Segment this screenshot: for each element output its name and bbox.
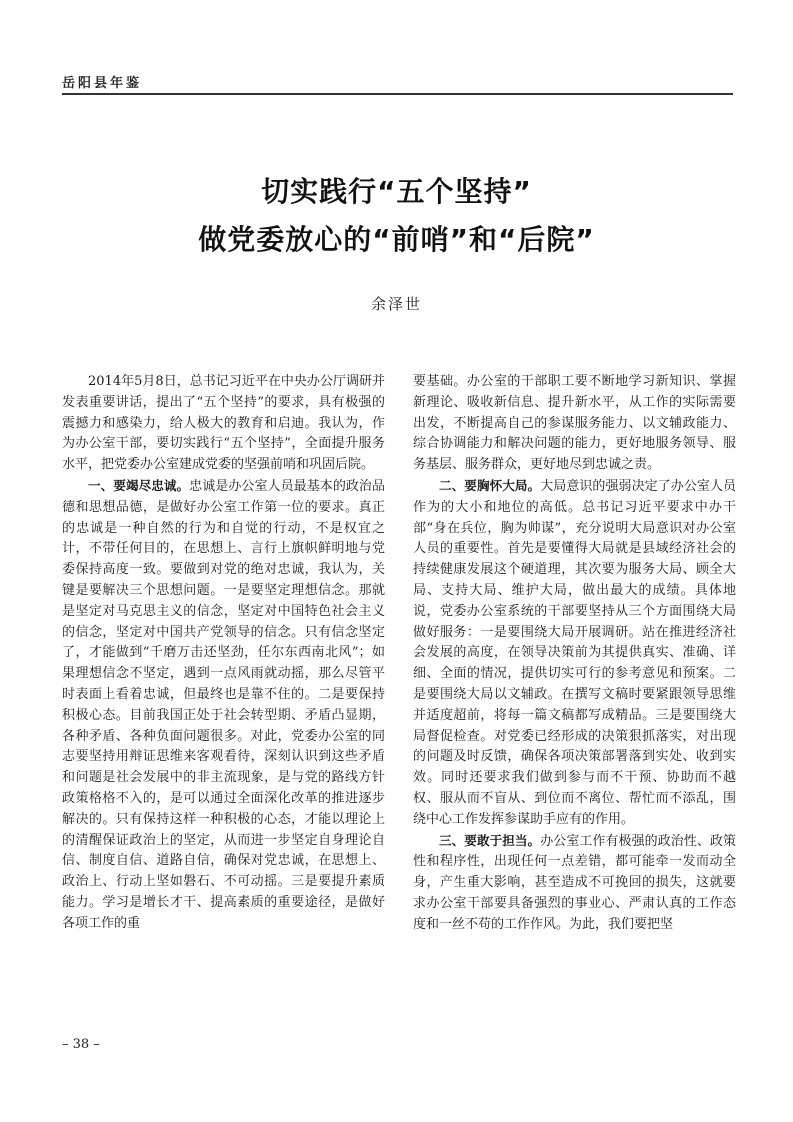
right-column bbox=[413, 372, 736, 936]
page-number: – 38 – bbox=[62, 1037, 100, 1052]
section-three-paragraph bbox=[413, 831, 736, 936]
section-one-paragraph bbox=[62, 476, 385, 935]
section-one-continued: 要基础。办公室的干部职工要不断地学习新知识、掌握新理论、吸收新信息、提升新水平，从工作的实际需要出发，不断提高自己的参谋服务能力、以文辅政能力、综合协调能力和解决问题的能力，更好地服务领导、服务基层、服务群众，更好地尽到忠诚之责。 bbox=[413, 374, 736, 473]
section-one-heading: 一、要竭尽忠诚。 bbox=[88, 477, 190, 493]
section-one-body: 忠诚是办公室人员最基本的政治品德和思想品德，是做好办公室工作第一位的要求。真正的忠诚是一种自然的行为和自觉的行动，不是权宜之计，不带任何目的，在思想上、言行上旗帜鲜明地与党委保持高度一致。要做到对党的绝对忠诚，我认为，关键是要解决三个思想问题。一是要坚定理想信念。那就是坚定对马克思主义的信念，坚定对中国特色社会主义的信念，坚定对中国共产党领导的信念。只有信念坚定了，才能做到“千磨万击还坚劲，任尔东西南北风”；如果理想信念不坚定，遇到一点风雨就动摇，那么尽管平时表面上看着忠诚，但最终也是靠不住的。二是要保持积极心态。目前我国正处于社会转型期、矛盾凸显期，各种矛盾、各种负面问题很多。对此，党委办公室的同志要坚持用辩证思维来客观看待，深刻认识到这些矛盾和问题是社会发展中的非主流现象，是与党的路线方针政策格格不入的，是可以通过全面深化改革的推进逐步解决的。只有保持这样一种积极的心态，才能以理论上的清醒保证政治上的坚定，从而进一步坚定自身理论自信、制度自信、道路自信，确保对党忠诚，在思想上、政治上、行动上坚如磐石、不可动摇。三是要提升素质能力。学习是增长才干、提高素质的重要途径，是做好各项工作的重 bbox=[62, 478, 385, 931]
article-title-line2: 做党委放心的“前哨”和“后院” bbox=[198, 223, 595, 256]
header-rule bbox=[62, 93, 733, 95]
section-two-paragraph bbox=[413, 476, 736, 831]
article-author: 余泽世 bbox=[370, 295, 422, 313]
article-title-line1: 切实践行“五个坚持” bbox=[261, 175, 532, 208]
section-two-heading: 二、要胸怀大局。 bbox=[439, 477, 541, 493]
section-three-heading: 三、要敢于担当。 bbox=[439, 832, 541, 848]
running-head: 岳阳县年鉴 bbox=[62, 76, 143, 91]
intro-paragraph: 2014年5月8日，总书记习近平在中央办公厅调研并发表重要讲话，提出了“五个坚持”的要求，具有极强的震撼力和感染力，给人极大的教育和启迪。我认为，作为办公室干部，要切实践行“五个坚持”，全面提升服务水平，把党委办公室建成党委的坚强前哨和巩固后院。 bbox=[62, 374, 385, 473]
section-two-body: 大局意识的强弱决定了办公室人员作为的大小和地位的高低。总书记习近平要求中办干部“身在兵位，胸为帅谋”，充分说明大局意识对办公室人员的重要性。首先是要懂得大局就是县域经济社会的持续健康发展这个硬道理，其次要为服务大局、顾全大局、支持大局、维护大局，做出最大的成绩。具体地说，党委办公室系统的干部要坚持从三个方面围绕大局做好服务：一是要围绕大局开展调研。站在推进经济社会发展的高度，在领导决策前为其提供真实、准确、详细、全面的情况，提供切实可行的参考意见和预案。二是要围绕大局以文辅政。在撰写文稿时要紧跟领导思维并适度超前，将每一篇文稿都写成精品。三是要围绕大局督促检查。对党委已经形成的决策狠抓落实，对出现的问题及时反馈，确保各项决策部署落到实处、收到实效。同时还要求我们做到参与而不干预、协助而不越权、服从而不盲从、到位而不离位、帮忙而不添乱，围绕中心工作发挥参谋助手应有的作用。 bbox=[413, 478, 736, 827]
section-three-body: 办公室工作有极强的政治性、政策性和程序性，出现任何一点差错，都可能牵一发而动全身，产生重大影响，甚至造成不可挽回的损失，这就要求办公室干部要具备强烈的事业心、严肃认真的工作态度和一丝不苟的工作作风。为此，我们要把坚 bbox=[413, 833, 736, 932]
left-column bbox=[62, 372, 385, 935]
